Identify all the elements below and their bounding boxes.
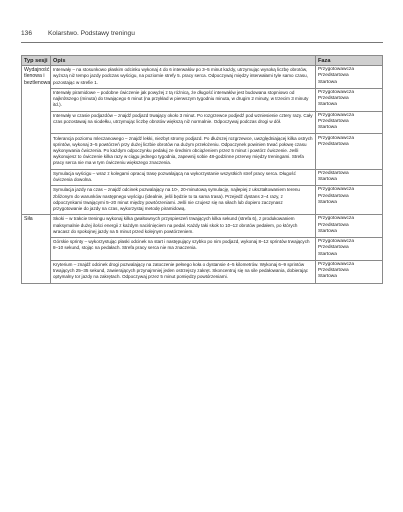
phase-cell: Przygotowawcza Przedstartowa Startowa bbox=[316, 66, 383, 89]
column-header-description: Opis bbox=[51, 56, 316, 66]
page-header bbox=[21, 30, 383, 42]
session-type-cell: Siła bbox=[22, 215, 51, 283]
phase-cell: Przygotowawcza Przedstartowa Startowa bbox=[316, 186, 383, 215]
column-header-phase: Faza bbox=[316, 56, 383, 66]
description-cell: Skoki – w trakcie treningu wykonaj kilka gwałtownych przyspieszeń trwających kilka sekund (strefa 6), z produkowaniem maksymalnie dużej ilości energii z każdym naciśnięciem na pedał. Każdy taki skok to 10–12 obrotów pedałem, po których wracasz do spokojnej jazdy na 5 minut przed kolejnym powtórzeniem. bbox=[51, 215, 316, 238]
description-cell: Interwały piramidowe – podobne ćwiczenie jak powyżej z tą różnicą, że długość interwałów jest budowana stopniowo od najkrótszego (minuta) do trwającego 6 minut (na przykład w pierwszym tygodniu minuta, w drugim 2 minuty, w trzecim 3 minuty itd.). bbox=[51, 88, 316, 111]
training-table bbox=[21, 55, 383, 284]
description-cell: Interwały – na stosunkowo płaskim odcinku wykonaj 4 do 6 interwałów po 3–5 minut każdy, utrzymując wysoką liczbę obrotów, wyższą niż tempo jazdy podczas wyścigu, na poziomie strefy 5. pracy serca. Odpoczywaj między interwałami tyle samo czasu, pozostając w strefie 1. bbox=[51, 66, 316, 89]
description-cell: Symulacja jazdy na czas – znajdź odcinek pozwalający na 10-, 20-minutową symulację, najlepiej z ukształtowaniem terenu zbliżonym do warunków następnego wyścigu (idealnie, jeśli będzie to ta sama trasa). Przejedź dystans 2–4 razy, z odpoczynkami trwającymi 5–20 minut między powtórzeniami. Jeśli nie czujesz się na siłach lub dopiero zaczynasz przygotowanie do jazdy na czas, wykorzystaj metodę piramidową. bbox=[51, 186, 316, 215]
phase-cell: Przygotowawcza Przedstartowa Startowa bbox=[316, 111, 383, 134]
phase-cell: Przygotowawcza Przedstartowa Startowa bbox=[316, 237, 383, 260]
column-header-type: Typ sesji bbox=[22, 56, 51, 66]
table-row bbox=[22, 215, 383, 238]
table-row bbox=[22, 66, 383, 89]
header-rule bbox=[21, 42, 383, 43]
table-row bbox=[22, 237, 383, 260]
description-cell: Kryterium – znajdź odcinek drogi pozwalający na zatoczenie pełnego koła o dystansie 4–5 kilometrów. Wykonaj 6–9 sprintów trwających 25–35 sekund, zawierających przynajmniej jeden ostrzejszy zakręt. Skoncentruj się na sile pedałowania, dobierając optymalny tor jazdy na zakrętach. Odpoczywaj przez 5 minut pomiędzy powtórzeniami. bbox=[51, 260, 316, 283]
session-type-cell: Wydajność tlenowa i beztlenowa bbox=[22, 66, 51, 215]
phase-cell: Przygotowawcza Przedstartowa Startowa bbox=[316, 260, 383, 283]
description-cell: Interwały w czasie podjazdów – znajdź podjazd trwający około 3 minut. Po rozgrzewce podjedź pod wzniesienie cztery razy. Cały czas pozostawaj na siodełku, utrzymując liczbę obrotów większą niż normalnie. Odpoczywaj podczas drogi w dół. bbox=[51, 111, 316, 134]
phase-cell: Przygotowawcza Przedstartowa Startowa bbox=[316, 88, 383, 111]
table-row bbox=[22, 111, 383, 134]
phase-cell: Przygotowawcza Przedstartowa Startowa bbox=[316, 215, 383, 238]
table-row bbox=[22, 169, 383, 186]
table-header-row bbox=[22, 56, 383, 66]
description-cell: Symulacja wyścigu – wraz z kolegami opracuj trasę pozwalającą na wykorzystanie wszystkich stref pracy serca. Długość ćwiczenia dowolna. bbox=[51, 169, 316, 186]
table-row bbox=[22, 186, 383, 215]
phase-cell: Przedstartowa Startowa bbox=[316, 169, 383, 186]
running-title: Kolarstwo. Podstawy treningu bbox=[48, 30, 135, 37]
phase-cell: Przygotowawcza Przedstartowa bbox=[316, 134, 383, 169]
table-row bbox=[22, 260, 383, 283]
page-number: 136 bbox=[21, 30, 33, 37]
description-cell: Tolerancja poziomu mleczanowego – znajdź lekki, niezbyt stromy podjazd. Po dłuższej rozgrzewce, uwzględniającej kilka ostrych sprintów, wykonaj 3–5 powtórzeń przy dużej liczbie obrotów na dużym przełożeniu. Odpoczynek powinien trwać połowę czasu wykonywania ćwiczenia. Po każdym odpoczynku pedałuj ze średnim obciążeniem przez 5 minut i powtórz ćwiczenie. Jeśli wykonujesz to ćwiczenie kilka razy w ciągu jednego tygodnia, zapewnij sobie 48-godzinne przerwy między treningami. Strefa pracy serca nie ma w tym ćwiczeniu większego znaczenia. bbox=[51, 134, 316, 169]
description-cell: Górskie sprinty – wykorzystując płaski odcinek na start i następujący szybko po nim podjazd, wykonaj 8–12 sprintów trwających 8–10 sekund, stojąc na pedałach. Strefa pracy serca nie ma znaczenia. bbox=[51, 237, 316, 260]
table-row bbox=[22, 134, 383, 169]
table-row bbox=[22, 88, 383, 111]
